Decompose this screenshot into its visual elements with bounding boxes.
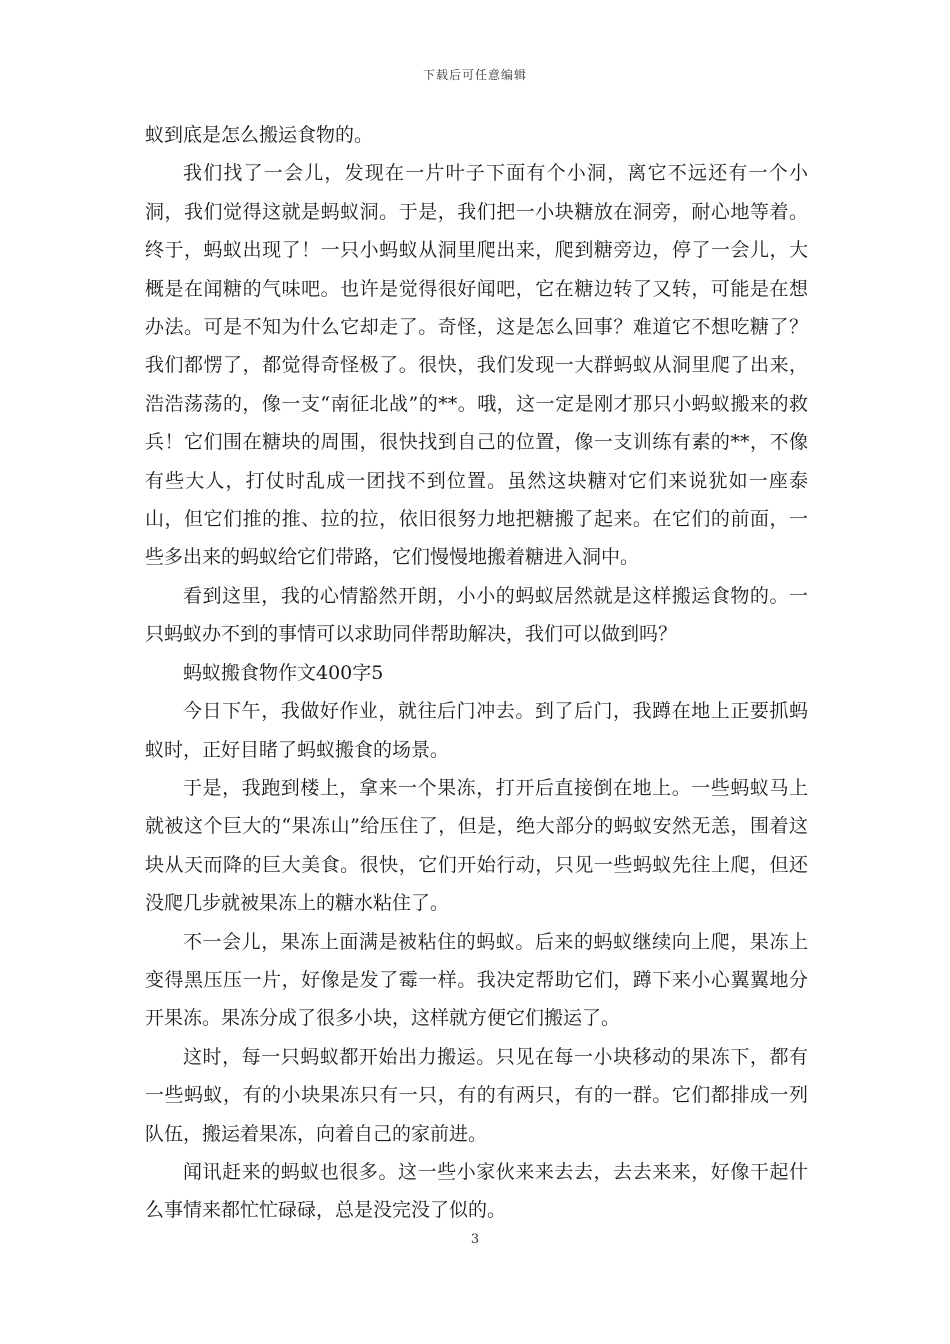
document-body [145, 116, 808, 1230]
section-heading: 蚂蚁搬食物作文400字5 [183, 661, 384, 684]
paragraph: 不一会儿，果冻上面满是被粘住的蚂蚁。后来的蚂蚁继续向上爬，果冻上变得黑压压一片，好像是发了霉一样。我决定帮助它们，蹲下来小心翼翼地分开果冻。果冻分成了很多小块，这样就方便它们搬运了。 [145, 930, 808, 1030]
page-header: 下载后可任意编辑 [422, 68, 527, 82]
paragraph: 蚁到底是怎么搬运食物的。 [145, 124, 374, 146]
page-number: 3 [470, 1232, 480, 1247]
paragraph: 这时，每一只蚂蚁都开始出力搬运。只见在每一小块移动的果冻下，都有一些蚂蚁，有的小块果冻只有一只，有的有两只，有的一群。它们都排成一列队伍，搬运着果冻，向着自己的家前进。 [145, 1045, 808, 1145]
paragraph: 看到这里，我的心情豁然开朗，小小的蚂蚁居然就是这样搬运食物的。一只蚂蚁办不到的事情可以求助同伴帮助解决，我们可以做到吗？ [145, 584, 808, 646]
paragraph: 于是，我跑到楼上，拿来一个果冻，打开后直接倒在地上。一些蚂蚁马上就被这个巨大的“果冻山”给压住了，但是，绝大部分的蚂蚁安然无恙，围着这块从天而降的巨大美食。很快，它们开始行动，只见一些蚂蚁先往上爬，但还没爬几步就被果冻上的糖水粘住了。 [145, 776, 808, 915]
paragraph: 今日下午，我做好作业，就往后门冲去。到了后门，我蹲在地上正要抓蚂蚁时，正好目睹了蚂蚁搬食的场景。 [145, 700, 808, 761]
paragraph: 闻讯赶来的蚂蚁也很多。这一些小家伙来来去去，去去来来，好像干起什么事情来都忙忙碌碌，总是没完没了似的。 [145, 1160, 808, 1222]
paragraph: 我们找了一会儿，发现在一片叶子下面有个小洞，离它不远还有一个小洞，我们觉得这就是蚂蚁洞。于是，我们把一小块糖放在洞旁，耐心地等着。终于，蚂蚁出现了！一只小蚂蚁从洞里爬出来，爬到糖旁边，停了一会儿，大概是在闻糖的气味吧。也许是觉得很好闻吧，它在糖边转了又转，可能是在想办法。可是不知为什么它却走了。奇怪，这是怎么回事？难道它不想吃糖了？我们都愣了，都觉得奇怪极了。很快，我们发现一大群蚂蚁从洞里爬了出来，浩浩荡荡的，像一支“南征北战”的**。哦，这一定是刚才那只小蚂蚁搬来的救兵！它们围在糖块的周围，很快找到自己的位置，像一支训练有素的**，不像有些大人，打仗时乱成一团找不到位置。虽然这块糖对它们来说犹如一座泰山，但它们推的推、拉的拉，依旧很努力地把糖搬了起来。在它们的前面，一些多出来的蚂蚁给它们带路，它们慢慢地搬着糖进入洞中。 [145, 162, 808, 569]
